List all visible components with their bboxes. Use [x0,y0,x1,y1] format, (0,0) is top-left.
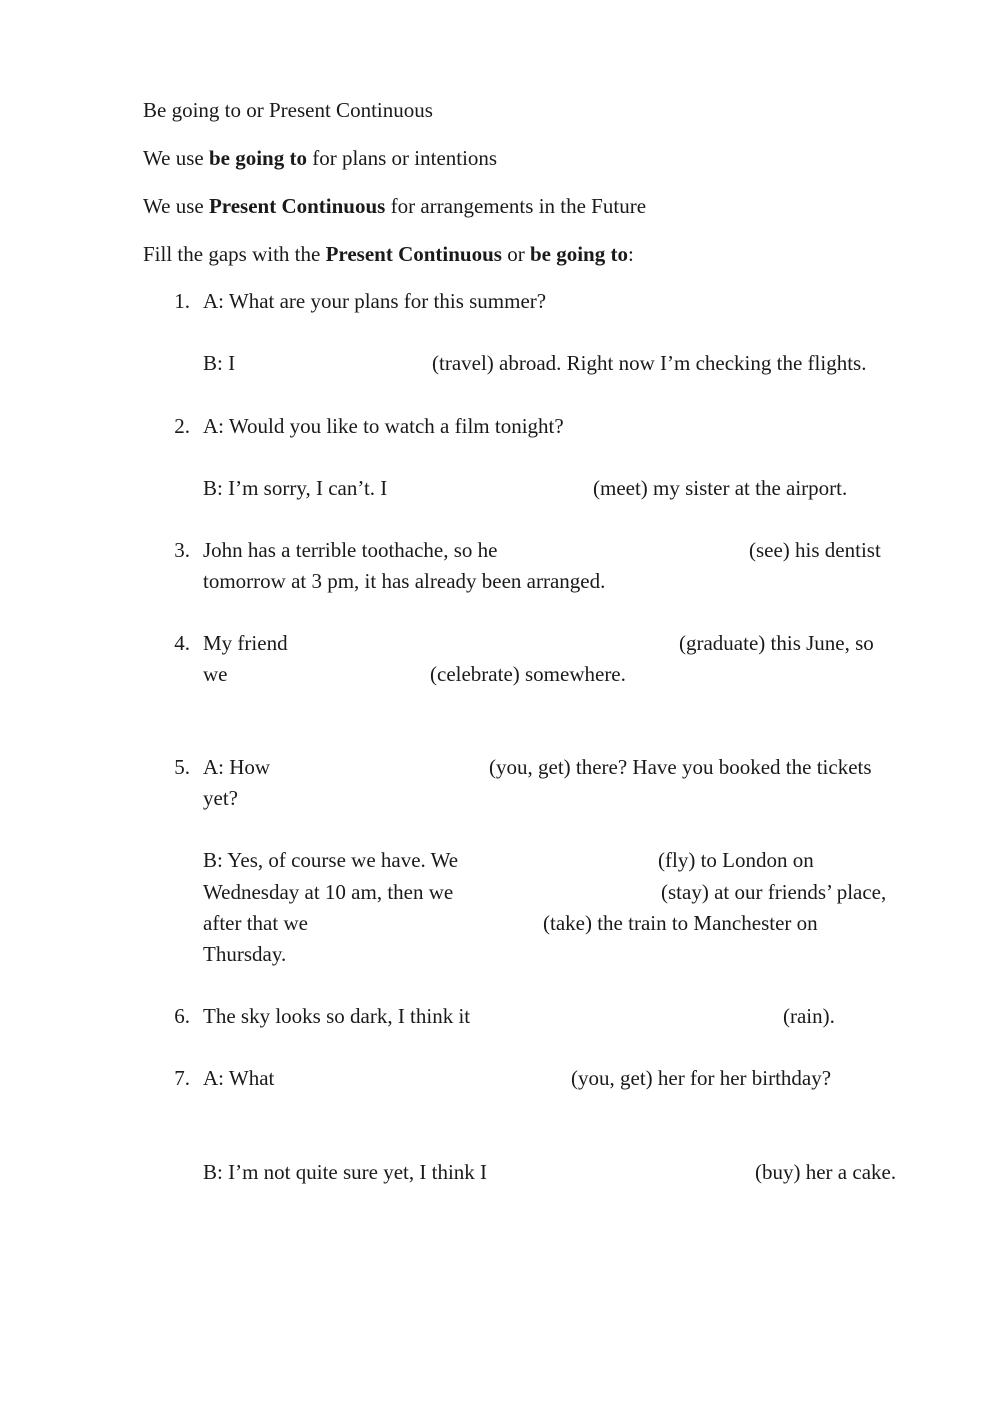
rule-be-going-to [143,148,497,169]
q2-line-b-after: (meet) my sister at the airport. [593,476,848,500]
q5-answer-gap-b3[interactable] [330,912,535,934]
instruction-bold-2: be going to [529,242,628,266]
q5-line-b2-after: (stay) at our friends’ place, [661,880,887,904]
q1-answer-gap[interactable] [246,352,426,374]
q3-line2: tomorrow at 3 pm, it has already been arranged. [203,569,606,593]
q6-line-after: (rain). [783,1004,835,1028]
q4-line1-before: My friend [203,631,288,655]
q1-line-b-before: B: I [203,351,236,375]
q7-answer-gap-a[interactable] [292,1067,564,1089]
q4-line2-after: (celebrate) somewhere. [430,662,626,686]
q2-line-b-before: B: I’m sorry, I can’t. I [203,476,388,500]
q5-line-b3-before: after that we [203,911,308,935]
q7-line-b-before: B: I’m not quite sure yet, I think I [203,1160,488,1184]
q5-answer-gap-a[interactable] [286,756,481,778]
q3-line1-after: (see) his dentist [749,538,881,562]
instruction-bold-1: Present Continuous [325,242,502,266]
q4-line1-after: (graduate) this June, so [679,631,874,655]
q4-answer-gap-2[interactable] [240,663,422,685]
q5-line-b1-before: B: Yes, of course we have. We [203,848,459,872]
question-number: 7. [174,1066,190,1090]
q5-line-b4: Thursday. [203,942,287,966]
question-number: 1. [174,289,190,313]
q7-line-a-before: A: What [203,1066,275,1090]
q5-line-b1-after: (fly) to London on [658,848,814,872]
rule2-bold: Present Continuous [208,194,386,218]
q2-answer-gap[interactable] [420,477,585,499]
rule-present-continuous [143,196,646,217]
rule1-prefix: We use [143,146,209,170]
question-number: 5. [174,755,190,779]
q5-answer-gap-b1[interactable] [503,849,651,871]
q3-line1-before: John has a terrible toothache, so he [203,538,498,562]
q5-line-a-after: (you, get) there? Have you booked the tickets [489,755,872,779]
question-number: 2. [174,414,190,438]
q2-line-a: A: Would you like to watch a film tonight? [203,414,564,438]
instruction-mid: or [501,242,530,266]
worksheet-title: Be going to or Present Continuous [143,98,433,122]
rule2-prefix: We use [143,194,209,218]
question-number: 6. [174,1004,190,1028]
question-number: 3. [174,538,190,562]
q6-line-before: The sky looks so dark, I think it [203,1004,471,1028]
rule1-suffix: for plans or intentions [306,146,498,170]
q3-answer-gap[interactable] [540,539,740,561]
rule1-bold: be going to [208,146,307,170]
q7-line-b-after: (buy) her a cake. [755,1160,897,1184]
q6-answer-gap[interactable] [510,1005,775,1027]
q5-answer-gap-b2[interactable] [494,881,654,903]
q4-line2-before: we [203,662,228,686]
q5-line-b3-after: (take) the train to Manchester on [543,911,818,935]
q5-line-a-before: A: How [203,755,271,779]
q4-answer-gap-1[interactable] [306,632,671,654]
q1-line-a: A: What are your plans for this summer? [203,289,547,313]
q5-line-a2: yet? [203,786,238,810]
question-number: 4. [174,631,190,655]
instruction-prefix: Fill the gaps with the [143,242,326,266]
q7-answer-gap-b[interactable] [530,1161,748,1183]
instruction-suffix: : [627,242,634,266]
q7-line-a-after: (you, get) her for her birthday? [571,1066,832,1090]
q5-line-b2-before: Wednesday at 10 am, then we [203,880,454,904]
instruction [143,244,634,265]
rule2-suffix: for arrangements in the Future [385,194,647,218]
q1-line-b-after: (travel) abroad. Right now I’m checking the flights. [432,351,867,375]
